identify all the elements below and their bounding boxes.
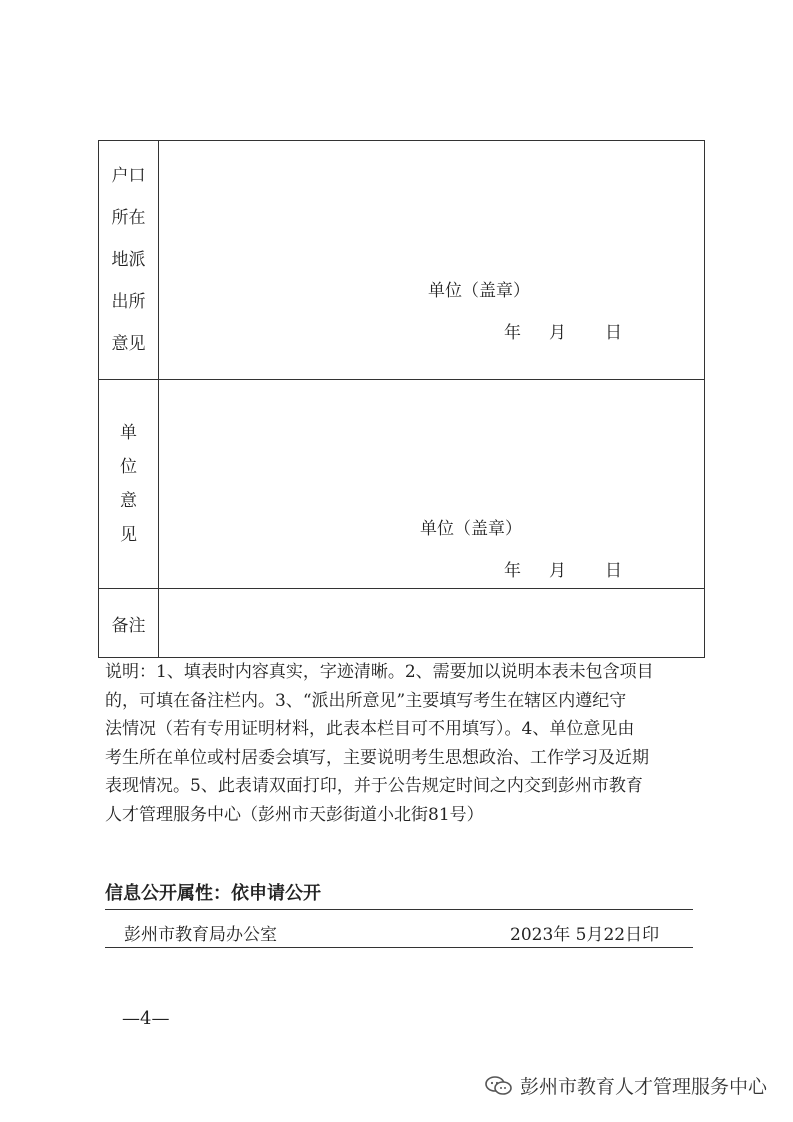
day-label: 日	[605, 323, 622, 343]
footer-top-rule	[105, 909, 693, 910]
stamp-label: 单位（盖章）	[428, 281, 530, 301]
disclosure-attribute: 信息公开属性：依申请公开	[105, 883, 321, 904]
wechat-icon	[484, 1075, 514, 1097]
police-station-opinion-row	[99, 141, 705, 380]
day-label: 日	[605, 561, 622, 581]
label-line: 意	[120, 491, 137, 511]
label-line: 位	[120, 457, 137, 477]
wechat-watermark	[484, 1072, 767, 1099]
watermark-text: 彭州市教育人才管理服务中心	[520, 1076, 768, 1098]
label-line: 见	[120, 525, 137, 545]
notes-line: 的，可填在备注栏内。3、“派出所意见”主要填写考生在辖区内遵纪守	[105, 690, 627, 711]
print-date: 2023年 5月22日印	[510, 925, 660, 945]
remarks-label: 备注	[99, 589, 159, 658]
notes-line: 人才管理服务中心（彭州市天彭街道小北街81号）	[105, 804, 484, 825]
employer-opinion-field[interactable]	[159, 380, 705, 589]
notes-line: 考生所在单位或村居委会填写，主要说明考生思想政治、工作学习及近期	[105, 747, 649, 768]
police-station-opinion-label	[99, 141, 159, 380]
police-station-opinion-field[interactable]	[159, 141, 705, 380]
label-line: 所在	[111, 208, 146, 228]
notes-line: 表现情况。5、此表请双面打印，并于公告规定时间之内交到彭州市教育	[105, 776, 643, 796]
label-line: 单	[120, 423, 137, 443]
remarks-field[interactable]	[159, 589, 705, 658]
instructions-notes	[105, 658, 705, 829]
label-line: 户口	[111, 166, 146, 186]
employer-opinion-label	[99, 380, 159, 589]
stamp-label: 单位（盖章）	[420, 519, 522, 539]
notes-line: 说明：1、填表时内容真实，字迹清晰。2、需要加以说明本表未包含项目	[105, 662, 654, 682]
employer-opinion-row	[99, 380, 705, 589]
year-label: 年	[504, 561, 521, 581]
notes-line: 法情况（若有专用证明材料，此表本栏目可不用填写）。4、单位意见由	[105, 719, 635, 739]
label-line: 地派	[111, 250, 146, 270]
label-line: 出所	[111, 292, 146, 312]
month-label: 月	[549, 323, 566, 343]
issuing-office: 彭州市教育局办公室	[124, 925, 277, 945]
month-label: 月	[549, 561, 566, 581]
year-label: 年	[504, 323, 521, 343]
application-form-table	[98, 140, 705, 658]
label-line: 意见	[111, 334, 146, 354]
page-number: —4—	[122, 1008, 170, 1029]
remarks-row	[99, 589, 705, 658]
footer-bottom-rule	[105, 947, 693, 948]
